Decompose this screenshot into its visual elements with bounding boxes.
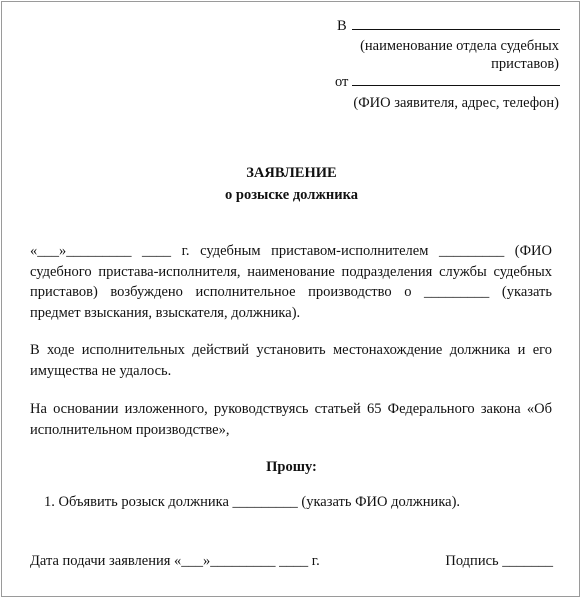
from-prefix: от [335,74,349,90]
request-heading: Прошу: [266,459,317,475]
to-hint-line1: (наименование отдела судебных [360,38,559,54]
document-subtitle: о розыске должника [225,187,358,203]
from-hint: (ФИО заявителя, адрес, телефон) [353,95,559,111]
document-title: ЗАЯВЛЕНИЕ [246,165,337,181]
submission-date: Дата подачи заявления «___»_________ ____ г. [30,553,320,569]
paragraph-legal-basis: На основании изложенного, руководствуясь статьей 65 Федерального закона «Об исполнительном производстве», [30,401,552,438]
to-hint-line2: приставов) [491,56,559,72]
from-field-line [352,73,560,86]
paragraph-search-failed: В ходе исполнительных действий установить местонахождение должника и его имущества не удалось. [30,342,552,379]
signature: Подпись _______ [445,553,553,569]
to-prefix: В [337,18,347,34]
paragraph-case-details: «___»_________ ____ г. судебным приставом-исполнителем _________ (ФИО судебного пристава-исполнителя, наименование подразделения службы судебных приставов) возбуждено исполнительное производство о _________ (указать предмет взыскания, взыскателя, должника). [30,243,552,321]
to-field-line [352,17,560,30]
request-item-1: 1. Объявить розыск должника _________ (указать ФИО должника). [44,494,461,510]
